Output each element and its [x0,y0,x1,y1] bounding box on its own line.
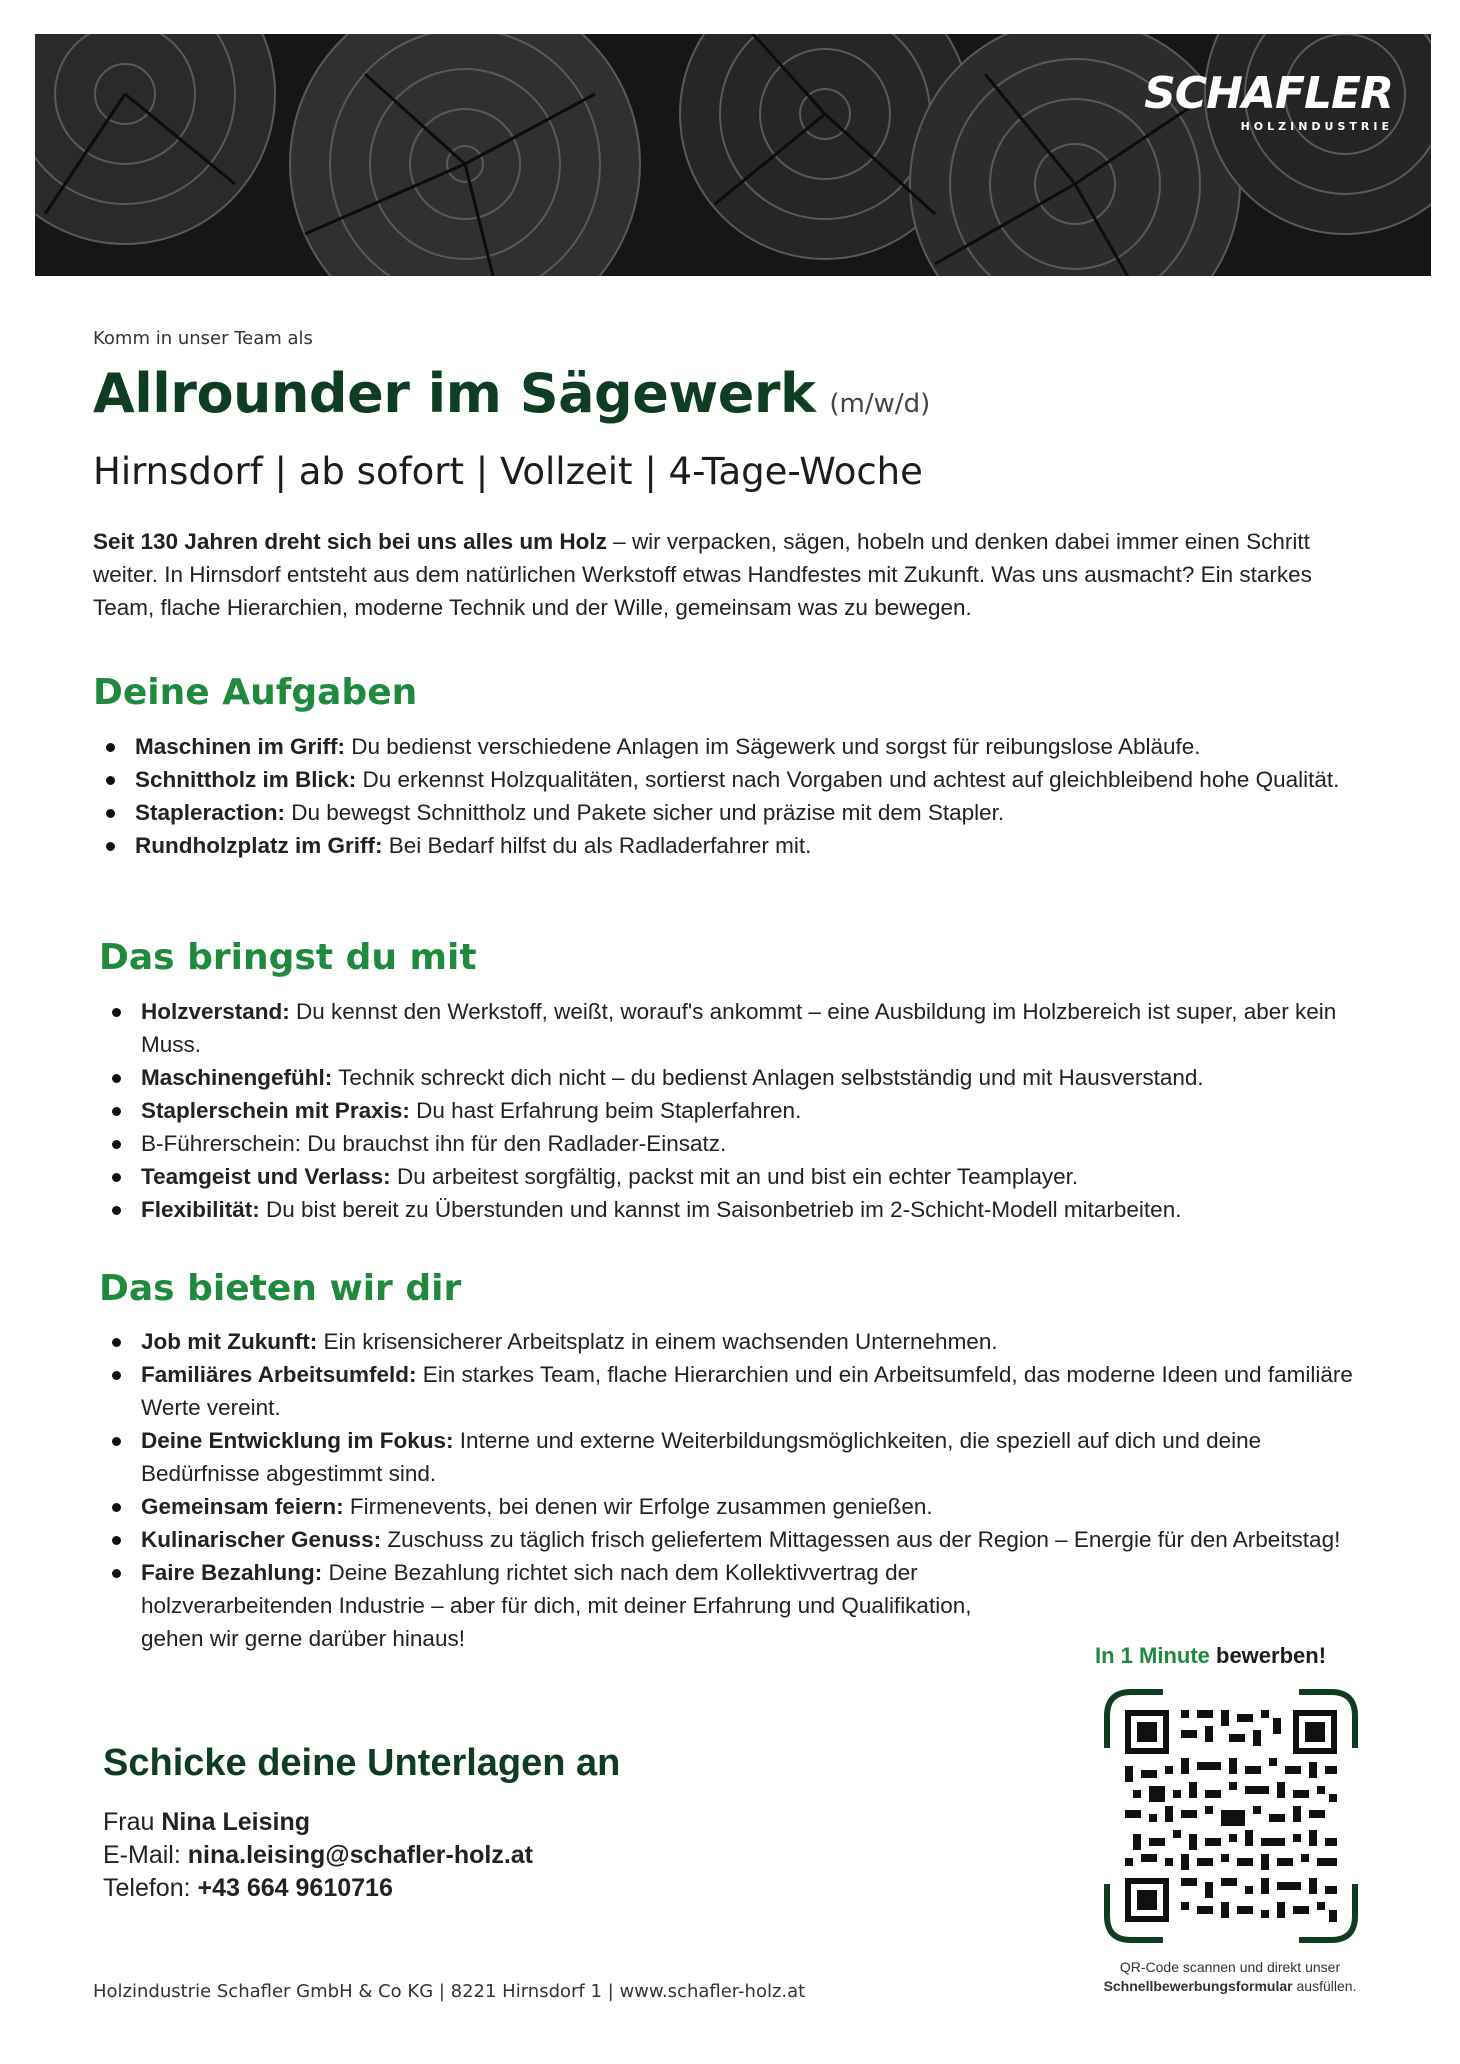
list-item [93,829,1353,862]
tasks-heading: Deine Aufgaben [93,672,418,713]
phone-label: Telefon: [103,1874,198,1902]
lead-text: – wir verpacken, sägen, hobeln und denken dabei immer einen Schritt weiter. In Hirnsdorf entsteht aus dem natürlichen Werkstoff etwas Handfestes mit Zukunft. Was uns ausmacht? Ein starkes Team, flache Hierarchien, moderne Technik und der Wille, gemeinsam was zu bewegen. [93,529,1312,620]
list-item [99,1325,1359,1358]
list-item [93,796,1353,829]
list-item [93,730,1353,763]
contact-phone-line [103,1872,533,1905]
footer-text: Holzindustrie Schafler GmbH & Co KG | 8221 Hirnsdorf 1 | www.schafler-holz.at [93,1981,806,2002]
item-label: Holzverstand: [141,999,290,1024]
item-text: Bei Bedarf hilfst du als Radladerfahrer mit. [382,833,812,858]
item-text: Interne und externe Weiterbildungsmöglichkeiten, die speziell auf dich und deine Bedürfnisse abgestimmt sind. [141,1428,1262,1486]
logo-brand: SCHAFLER [1144,68,1393,119]
logo-tagline: HOLZINDUSTRIE [1240,120,1393,133]
list-item [99,1523,1359,1556]
lead-paragraph [93,525,1353,624]
item-text: Firmenevents, bei denen wir Erfolge zusammen genießen. [343,1494,933,1519]
item-label: Stapleraction: [135,800,286,825]
benefits-heading: Das bieten wir dir [99,1268,462,1309]
tasks-list [93,730,1353,862]
item-text: Technik schreckt dich nicht – du bedienst Anlagen selbstständig und mit Hausverstand. [332,1065,1204,1090]
qr-note [1060,1958,1400,1996]
list-item [99,1193,1369,1226]
item-label: Flexibilität: [141,1197,260,1222]
item-text: Du bedienst verschiedene Anlagen im Sägewerk und sorgst für reibungslose Abläufe. [345,734,1201,759]
qr-code-icon[interactable] [1103,1688,1359,1944]
item-text: Du hast Erfahrung beim Staplerfahren. [409,1098,802,1123]
item-label: Teamgeist und Verlass: [141,1164,391,1189]
list-item [99,1061,1369,1094]
list-item [99,1490,1359,1523]
item-text: Du bist bereit zu Überstunden und kannst im Saisonbetrieb im 2-Schicht-Modell mitarbeiten. [259,1197,1182,1222]
item-text: Ein krisensicherer Arbeitsplatz in einem wachsenden Unternehmen. [317,1329,998,1354]
contact-salutation: Frau [103,1808,162,1836]
list-item [93,763,1353,796]
qr-note-rest: ausfüllen. [1292,1978,1357,1994]
item-label: Maschinengefühl: [141,1065,333,1090]
job-title-row [93,362,930,425]
item-label: Kulinarischer Genuss: [141,1527,382,1552]
item-label: Rundholzplatz im Griff: [135,833,383,858]
contact-name: Nina Leising [161,1808,310,1836]
list-item [99,1424,1359,1490]
item-label: Deine Entwicklung im Fokus: [141,1428,454,1453]
contact-phone-link[interactable]: +43 664 9610716 [197,1874,393,1902]
item-label: Faire Bezahlung: [141,1560,323,1585]
gender-tag: (m/w/d) [829,389,931,419]
item-label: Schnittholz im Blick: [135,767,357,792]
benefits-list [99,1325,1359,1655]
email-label: E-Mail: [103,1841,188,1869]
item-text: Du bewegst Schnittholz und Pakete sicher und präzise mit dem Stapler. [285,800,1005,825]
list-item [99,1094,1369,1127]
qr-note-bold: Schnellbewerbungsformular [1103,1978,1293,1994]
list-item [99,995,1369,1061]
contact-email-line [103,1839,533,1872]
item-text: Zuschuss zu täglich frisch geliefertem Mittagessen aus der Region – Energie für den Arbeitstag! [381,1527,1341,1552]
item-text: Deine Bezahlung richtet sich nach dem Kollektivvertrag der holzverarbeitenden Industrie – aber für dich, mit deiner Erfahrung und Qualifikation, gehen wir gerne darüber hinaus! [141,1560,972,1651]
contact-name-line [103,1806,533,1839]
item-text: Du arbeitest sorgfältig, packst mit an und bist ein echter Teamplayer. [390,1164,1079,1189]
apply-heading-rest: bewerben! [1209,1643,1327,1668]
list-item [99,1358,1359,1424]
qr-note-line2 [1060,1977,1400,1996]
item-text: Ein starkes Team, flache Hierarchien und ein Arbeitsumfeld, das moderne Ideen und familiäre Werte vereint. [141,1362,1353,1420]
contact-email-link[interactable]: nina.leising@schafler-holz.at [187,1841,534,1869]
item-label: Job mit Zukunft: [141,1329,318,1354]
contact-heading: Schicke deine Unterlagen an [103,1742,621,1784]
item-text: Du erkennst Holzqualitäten, sortierst nach Vorgaben und achtest auf gleichbleibend hohe Qualität. [356,767,1340,792]
item-label: Maschinen im Griff: [135,734,346,759]
job-meta: Hirnsdorf | ab sofort | Vollzeit | 4-Tage-Woche [93,450,923,493]
list-item [99,1127,1369,1160]
header-banner [35,34,1431,276]
requirements-heading: Das bringst du mit [99,937,477,978]
apply-heading [1095,1643,1326,1669]
item-label: Staplerschein mit Praxis: [141,1098,410,1123]
job-title: Allrounder im Sägewerk [93,362,816,425]
item-label: Gemeinsam feiern: [141,1494,344,1519]
list-item [99,1160,1369,1193]
contact-block [103,1806,533,1905]
list-item [99,1556,979,1655]
intro-text: Komm in unser Team als [93,328,313,349]
item-label: Familiäres Arbeitsumfeld: [141,1362,417,1387]
apply-heading-green: In 1 Minute [1095,1643,1210,1668]
requirements-list [99,995,1369,1226]
schafler-logo [1144,68,1393,133]
item-text: B-Führerschein: Du brauchst ihn für den Radlader-Einsatz. [141,1131,727,1156]
qr-note-line1: QR-Code scannen und direkt unser [1119,1959,1341,1975]
lead-bold: Seit 130 Jahren dreht sich bei uns alles um Holz [93,529,607,554]
item-text: Du kennst den Werkstoff, weißt, worauf's ankommt – eine Ausbildung im Holzbereich ist super, aber kein Muss. [141,999,1337,1057]
